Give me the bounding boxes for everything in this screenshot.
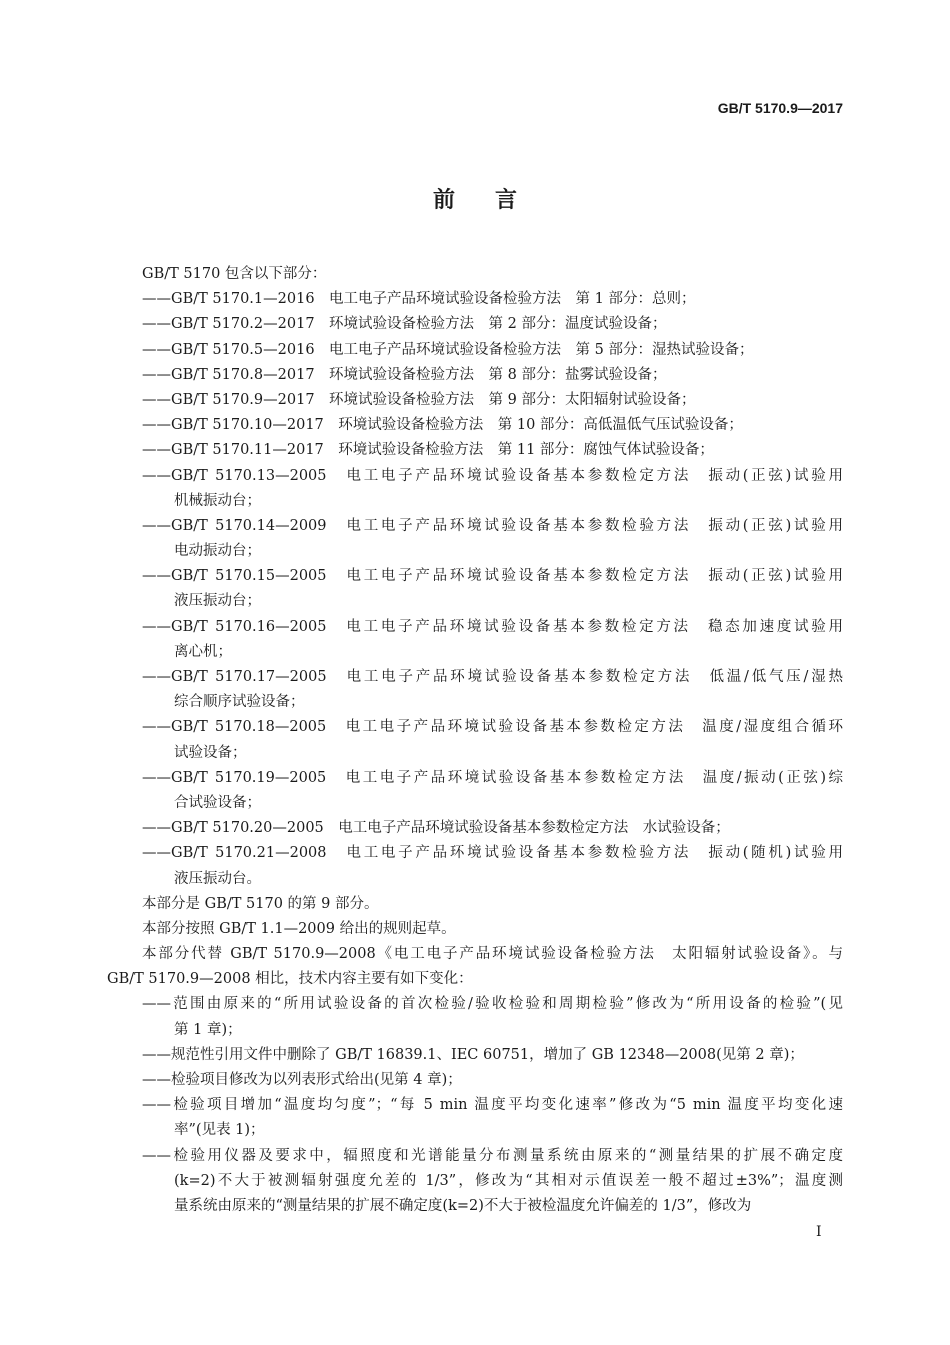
statement-drafting-rules: 本部分按照 GB/T 1.1—2009 给出的规则起草。 [142, 920, 456, 937]
part-list-item [107, 766, 843, 816]
change-list-item-line: ——规范性引用文件中删除了 GB/T 16839.1、IEC 60751，增加了 GB 12348—2008(见第 2 章)； [142, 1046, 804, 1063]
part-list-item [107, 438, 843, 463]
part-list-item-line: ——GB/T 5170.5—2016 电工电子产品环境试验设备检验方法 第 5 部分：湿热试验设备； [142, 341, 754, 358]
part-list-item-line: 离心机； [174, 643, 232, 660]
change-list-item [107, 1093, 843, 1143]
change-list-item-line: 率”(见表 1)； [174, 1122, 265, 1139]
part-list-item-line: ——GB/T 5170.9—2017 环境试验设备检验方法 第 9 部分：太阳辐射试验设备； [142, 391, 696, 408]
parts-list [107, 287, 843, 892]
part-list-item-line: 液压振动台。 [174, 870, 261, 887]
intro-text: GB/T 5170 包含以下部分： [142, 266, 327, 282]
part-list-item-line: 电动振动台； [174, 543, 261, 560]
part-list-item-line: 试验设备； [174, 744, 247, 761]
part-list-item-line: ——GB/T 5170.11—2017 环境试验设备检验方法 第 11 部分：腐蚀气体试验设备； [142, 442, 714, 459]
part-list-item-line: ——GB/T 5170.19—2005 电工电子产品环境试验设备基本参数检定方法 温度/振动(正弦)综 [142, 769, 843, 786]
part-list-item [107, 363, 843, 388]
part-list-item [107, 413, 843, 438]
change-list-item-line: ——检验项目修改为以列表形式给出(见第 4 章)； [142, 1072, 462, 1088]
part-list-item-line: ——GB/T 5170.17—2005 电工电子产品环境试验设备基本参数检定方法 低温/低气压/湿热 [142, 669, 843, 685]
part-list-item-line: ——GB/T 5170.14—2009 电工电子产品环境试验设备基本参数检验方法 振动(正弦)试验用 [142, 517, 843, 534]
replacement-text-line: 本部分代替 GB/T 5170.9—2008《电工电子产品环境试验设备检验方法 太阳辐射试验设备》。与 [142, 946, 843, 963]
change-list-item [107, 992, 843, 1042]
change-list-item-line: ——范围由原来的“所用试验设备的首次检验/验收检验和周期检验”修改为“所用设备的检验”(见 [142, 996, 843, 1013]
change-list-item-line: 量系统由原来的“测量结果的扩展不确定度(k=2)不大于被检温度允许偏差的 1/3”，修改为 [174, 1197, 752, 1214]
document-body [107, 262, 843, 1219]
part-list-item-line: 综合顺序试验设备； [174, 694, 305, 711]
part-list-item [107, 514, 843, 564]
part-list-item-line: 机械振动台； [174, 492, 261, 509]
part-list-item [107, 816, 843, 841]
change-list-item-line: 第 1 章)； [174, 1021, 242, 1038]
part-list-item-line: ——GB/T 5170.18—2005 电工电子产品环境试验设备基本参数检定方法 温度/湿度组合循环 [142, 719, 843, 736]
part-list-item [107, 715, 843, 765]
change-list-item-line: ——检验项目增加“温度均匀度”；“每 5 min 温度平均变化速率”修改为“5 min 温度平均变化速 [142, 1097, 843, 1114]
part-list-item-line: ——GB/T 5170.8—2017 环境试验设备检验方法 第 8 部分：盐雾试验设备； [142, 366, 667, 383]
part-list-item-line: 合试验设备； [174, 794, 261, 811]
part-list-item [107, 841, 843, 891]
part-list-item-line: ——GB/T 5170.16—2005 电工电子产品环境试验设备基本参数检定方法 稳态加速度试验用 [142, 618, 843, 635]
change-list-item-line: ——检验用仪器及要求中，辐照度和光谱能量分布测量系统由原来的“测量结果的扩展不确定度 [142, 1147, 843, 1164]
part-list-item [107, 338, 843, 363]
part-list-item-line: ——GB/T 5170.20—2005 电工电子产品环境试验设备基本参数检定方法 水试验设备； [142, 820, 730, 837]
part-list-item [107, 665, 843, 715]
part-list-item [107, 287, 843, 312]
part-list-item [107, 615, 843, 665]
changes-list [107, 992, 843, 1219]
part-list-item-line: ——GB/T 5170.2—2017 环境试验设备检验方法 第 2 部分：温度试验设备； [142, 316, 667, 333]
change-list-item [107, 1144, 843, 1220]
part-list-item-line: ——GB/T 5170.15—2005 电工电子产品环境试验设备基本参数检定方法 振动(正弦)试验用 [142, 568, 843, 585]
standard-code-header: GB/T 5170.9—2017 [717, 100, 843, 116]
part-list-item-line: 液压振动台； [174, 593, 261, 610]
change-list-item [107, 1068, 843, 1093]
part-list-item [107, 564, 843, 614]
statement-part-number: 本部分是 GB/T 5170 的第 9 部分。 [142, 895, 379, 912]
part-list-item-line: ——GB/T 5170.1—2016 电工电子产品环境试验设备检验方法 第 1 部分：总则； [142, 291, 696, 308]
part-list-item-line: ——GB/T 5170.21—2008 电工电子产品环境试验设备基本参数检验方法 振动(随机)试验用 [142, 845, 843, 862]
change-list-item [107, 1043, 843, 1068]
page-title: 前言 [432, 187, 557, 213]
part-list-item-line: ——GB/T 5170.10—2017 环境试验设备检验方法 第 10 部分：高低温低气压试验设备； [142, 417, 743, 434]
part-list-item [107, 388, 843, 413]
part-list-item-line: ——GB/T 5170.13—2005 电工电子产品环境试验设备基本参数检定方法 振动(正弦)试验用 [142, 467, 843, 484]
page-number: I [816, 1224, 822, 1240]
part-list-item [107, 464, 843, 514]
part-list-item [107, 312, 843, 337]
change-list-item-line: (k=2)不大于被测辐射强度允差的 1/3”，修改为“其相对示值误差一般不超过±3%”；温度测 [174, 1172, 843, 1189]
replacement-text-line: GB/T 5170.9—2008 相比，技术内容主要有如下变化： [107, 971, 473, 988]
